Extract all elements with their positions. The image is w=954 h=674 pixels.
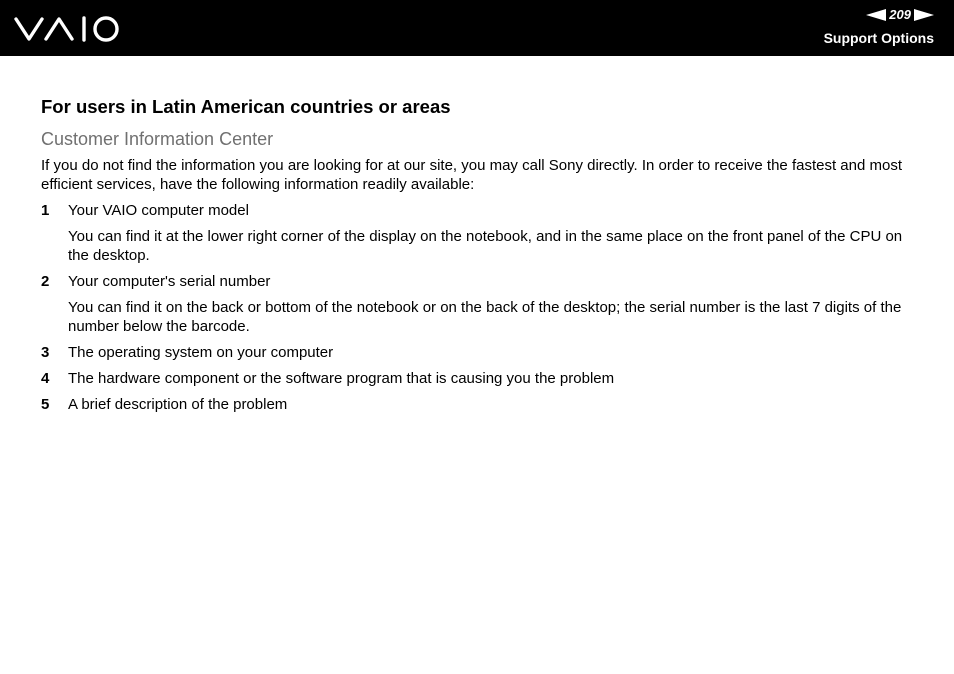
list-item-detail: You can find it on the back or bottom of the notebook or on the back of the desktop; the serial number is the last 7 digits of the number below the barcode. — [68, 299, 902, 335]
list-item-number: 5 — [41, 396, 50, 413]
list-item — [41, 343, 916, 362]
list-item-number: 1 — [41, 202, 50, 219]
page-number: 209 — [889, 7, 911, 22]
vaio-logo — [14, 14, 122, 44]
list-item-text: Your computer's serial number — [68, 273, 271, 290]
list-item-text: A brief description of the problem — [68, 396, 288, 413]
list-item — [41, 369, 916, 388]
list-item-text: The operating system on your computer — [68, 344, 334, 361]
page-subheading: Customer Information Center — [41, 129, 274, 149]
list-item — [41, 395, 916, 414]
list-item — [41, 201, 916, 265]
page-navigation — [866, 7, 934, 23]
list-item-number: 4 — [41, 370, 50, 387]
page-header — [0, 0, 954, 56]
list-item-number: 3 — [41, 344, 50, 361]
list-item-text: Your VAIO computer model — [68, 202, 249, 219]
list-item-text: The hardware component or the software program that is causing you the problem — [68, 370, 615, 387]
main-content — [41, 96, 916, 421]
arrow-right-icon[interactable] — [914, 9, 934, 21]
list-item — [41, 272, 916, 336]
intro-paragraph: If you do not find the information you are looking for at our site, you may call Sony directly. In order to receive the fastest and most efficient services, have the following information readily available: — [41, 157, 902, 193]
arrow-left-icon[interactable] — [866, 9, 886, 21]
list-item-number: 2 — [41, 273, 50, 290]
list-item-detail: You can find it at the lower right corner of the display on the notebook, and in the same place on the front panel of the CPU on the desktop. — [68, 228, 903, 264]
page-heading: For users in Latin American countries or areas — [41, 96, 451, 117]
info-list — [41, 201, 916, 414]
section-title: Support Options — [823, 30, 934, 46]
